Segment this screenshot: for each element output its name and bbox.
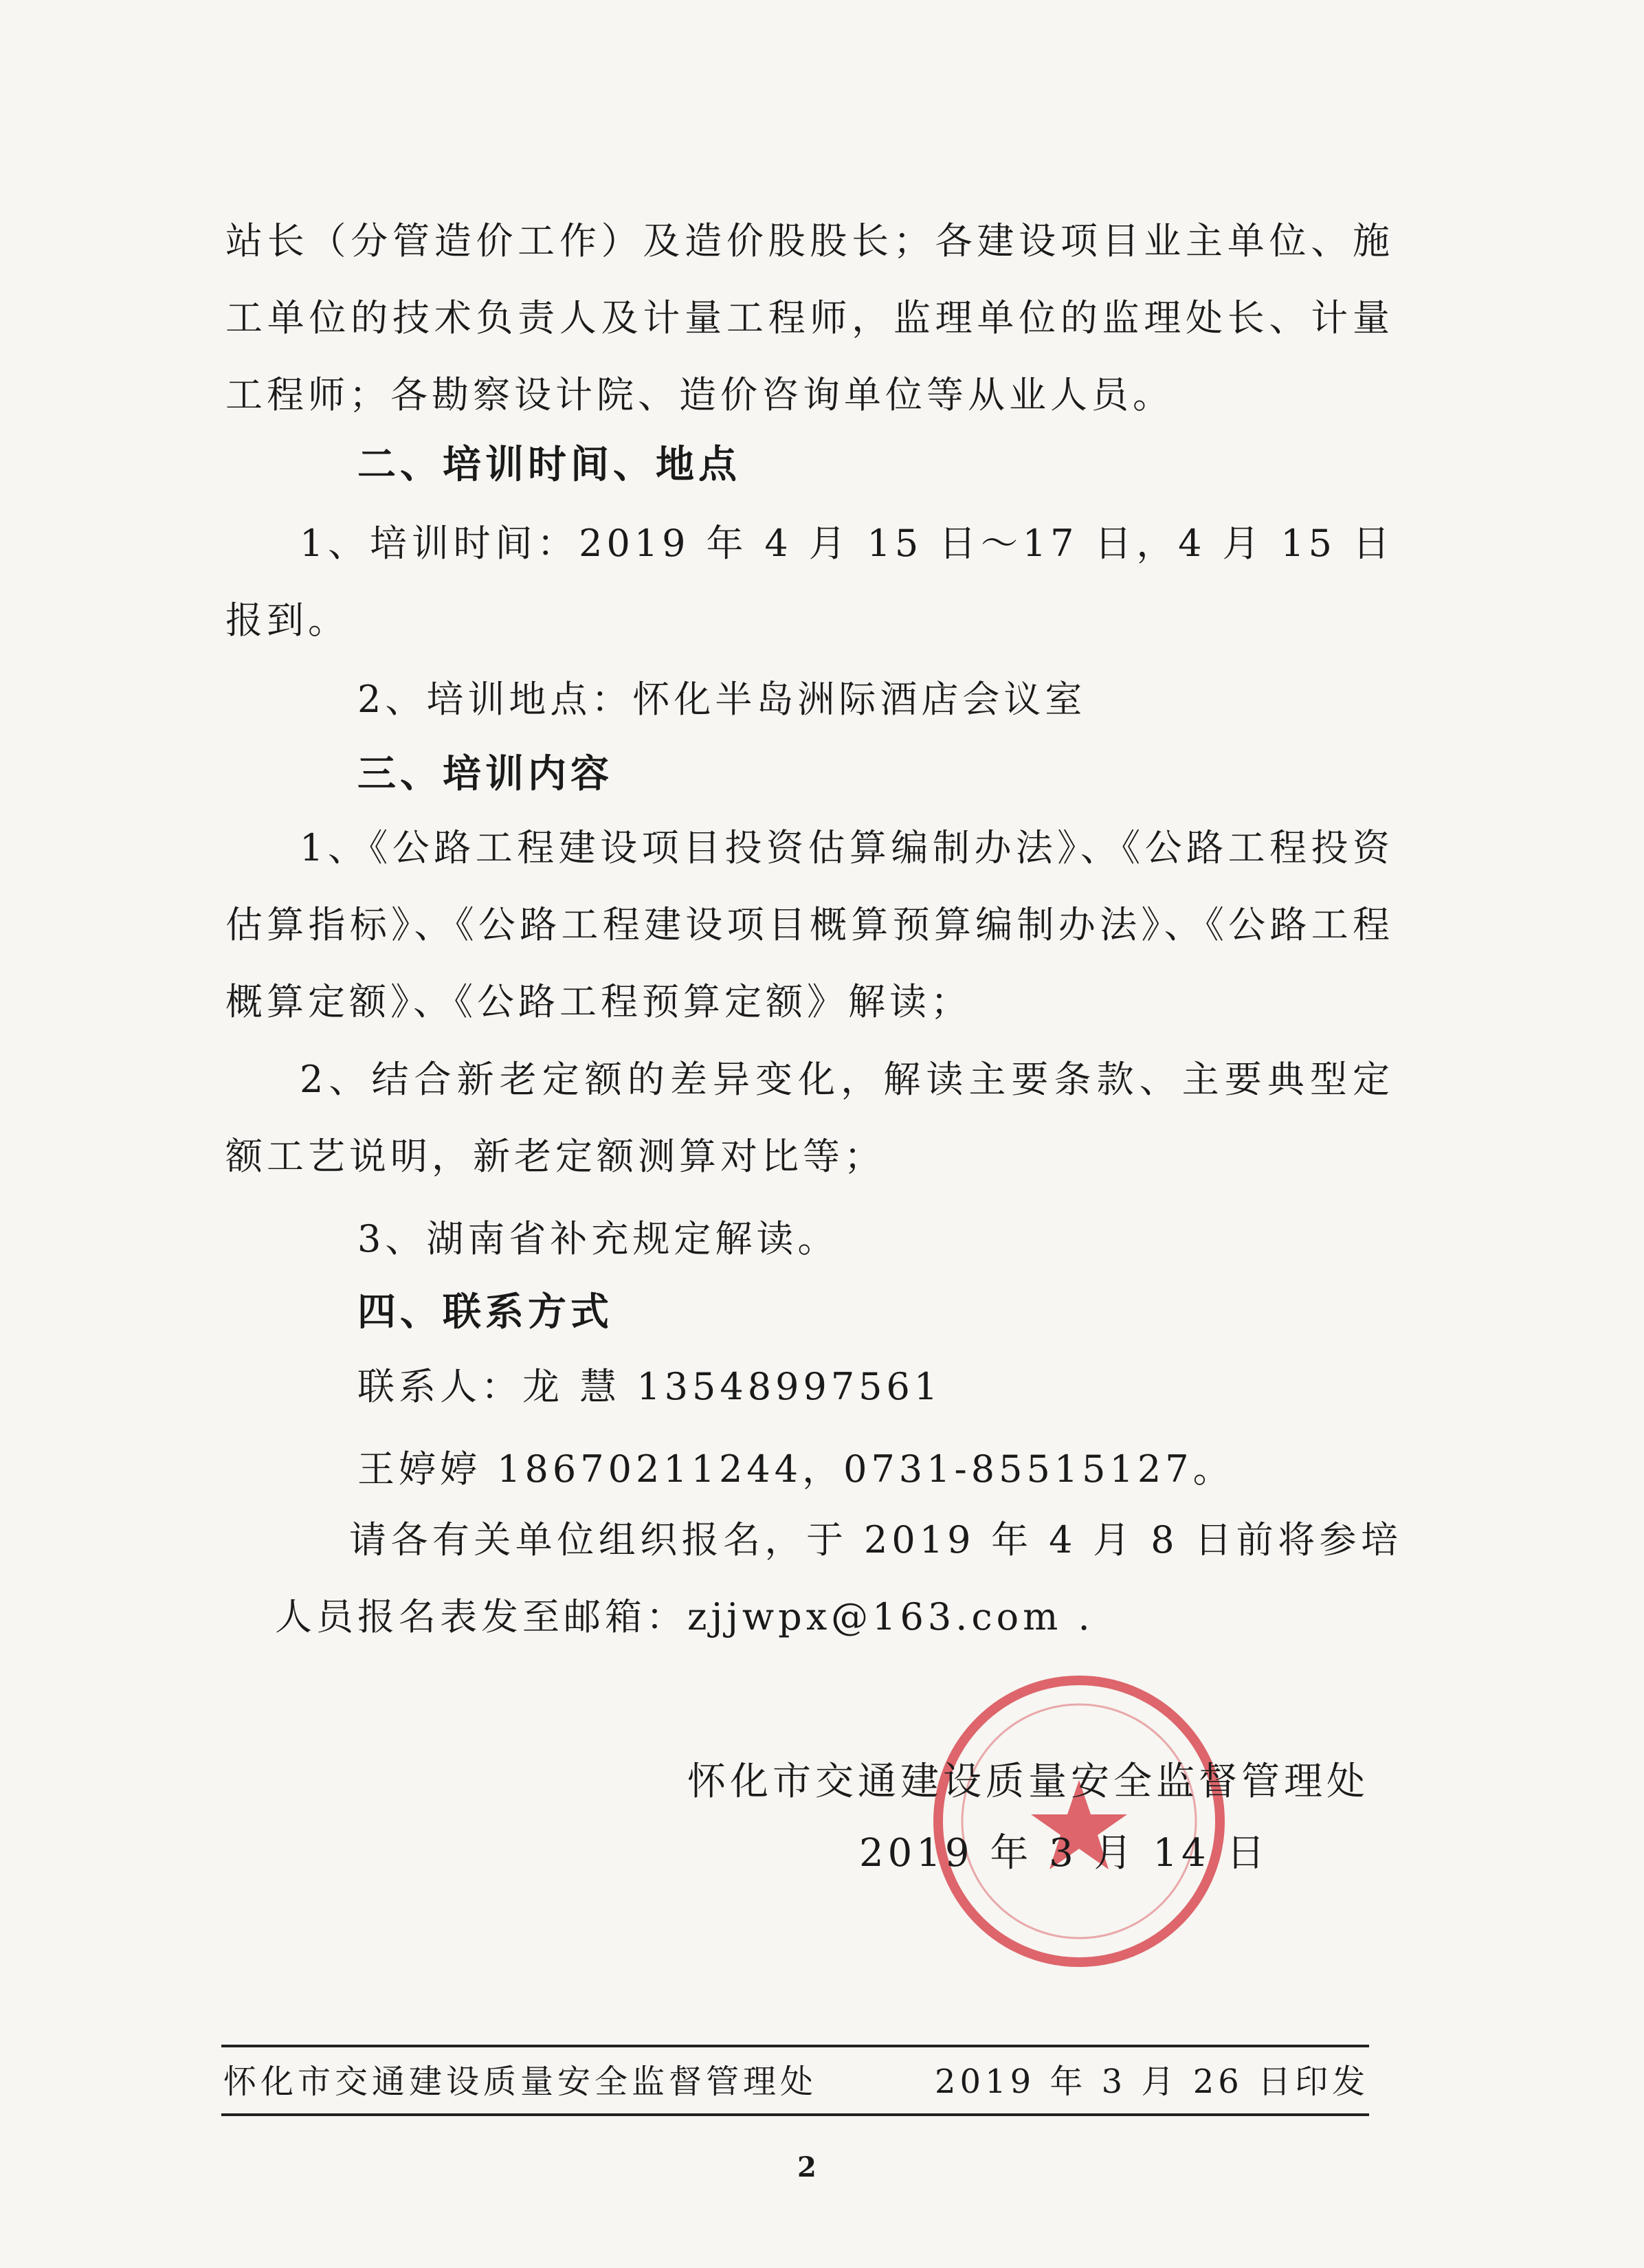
training-time-paragraph: 1、培训时间：2019 年 4 月 15 日～17 日，4 月 15 日报到。 — [225, 522, 1394, 642]
content-item-3: 3、湖南省补充规定解读。 — [357, 1217, 839, 1260]
contact-person-2: 王婷婷 18670211244，0731-85515127。 — [357, 1447, 1234, 1491]
contact-person-1: 联系人：龙 慧 13548997561 — [357, 1365, 942, 1408]
signature-date: 2019 年 3 月 14 日 — [859, 1831, 1269, 1876]
footer-organization: 怀化市交通建设质量安全监督管理处 — [223, 2063, 818, 2101]
participants-paragraph: 站长（分管造价工作）及造价股股长；各建设项目业主单位、施工单位的技术负责人及计量工程师，监理单位的监理处长、计量工程师；各勘察设计院、造价咨询单位等从业人员。 — [225, 219, 1394, 416]
content-item-1: 1、《公路工程建设项目投资估算编制办法》、《公路工程投资估算指标》、《公路工程建设项目概算预算编制办法》、《公路工程概算定额》、《公路工程预算定额》解读； — [225, 826, 1394, 1023]
footer-top-rule — [221, 2045, 1369, 2047]
official-seal — [921, 1663, 1237, 1979]
content-item-2: 2、结合新老定额的差异变化，解读主要条款、主要典型定额工艺说明，新老定额测算对比等； — [225, 1058, 1394, 1178]
section-heading-content: 三、培训内容 — [357, 752, 613, 797]
section-heading-time-place: 二、培训时间、地点 — [357, 443, 741, 487]
footer-print-date: 2019 年 3 月 26 日印发 — [935, 2063, 1370, 2101]
section-heading-contact: 四、联系方式 — [357, 1290, 613, 1335]
signature-organization: 怀化市交通建设质量安全监督管理处 — [687, 1759, 1369, 1804]
training-place-paragraph: 2、培训地点：怀化半岛洲际酒店会议室 — [357, 678, 1087, 721]
signup-paragraph: 请各有关单位组织报名，于 2019 年 4 月 8 日前将参培人员报名表发至邮箱：zjjwpx@163.com . — [275, 1518, 1402, 1638]
footer-bottom-rule — [221, 2113, 1369, 2116]
page-number: 2 — [797, 2151, 817, 2183]
